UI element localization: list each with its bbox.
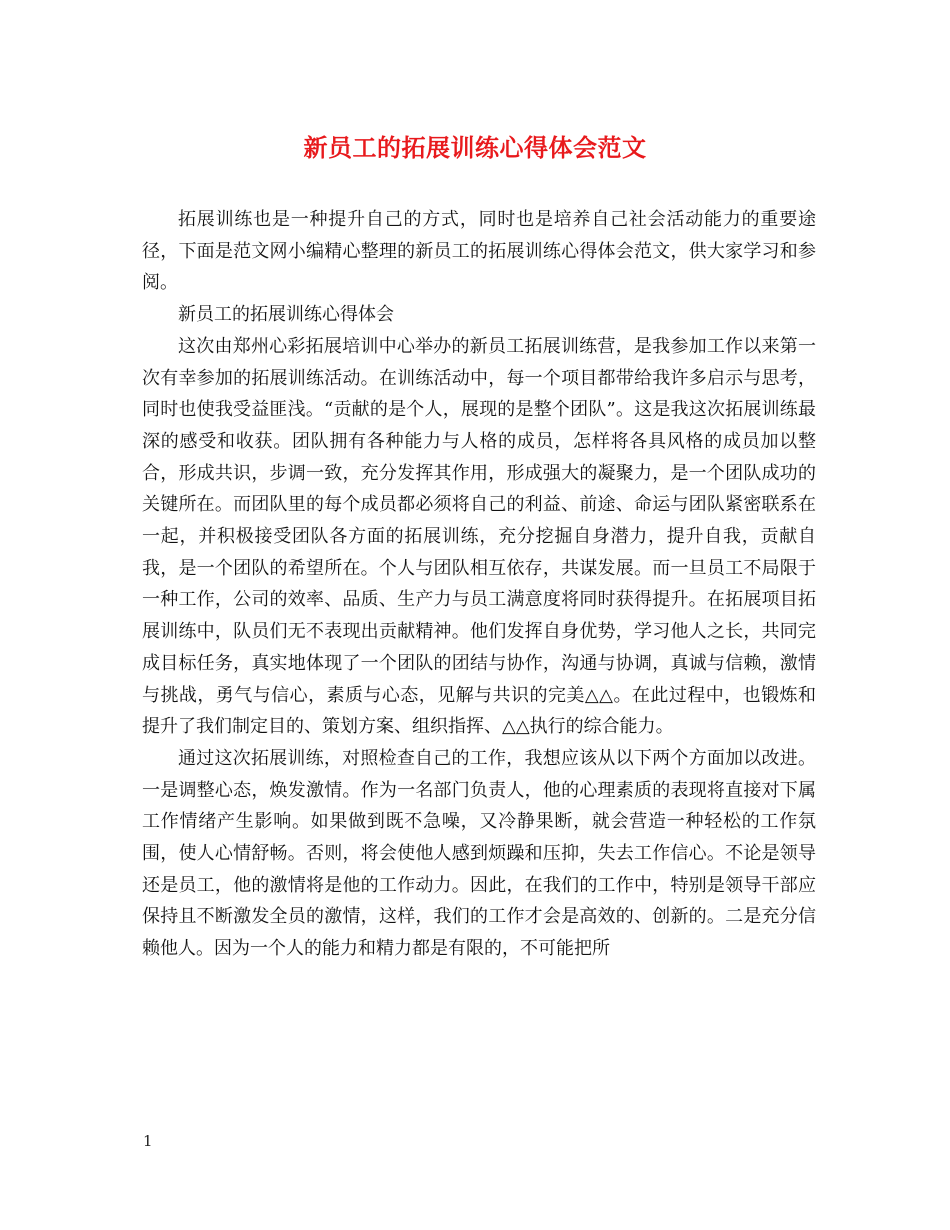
paragraph-intro: 拓展训练也是一种提升自己的方式，同时也是培养自己社会活动能力的重要途径，下面是范文网小编精心整理的新员工的拓展训练心得体会范文，供大家学习和参阅。 [142, 209, 816, 294]
document-body [142, 204, 816, 965]
document-title: 新员工的拓展训练心得体会范文 [303, 133, 647, 162]
paragraph-subheading: 新员工的拓展训练心得体会 [178, 304, 394, 326]
paragraph-experience: 这次由郑州心彩拓展培训中心举办的新员工拓展训练营，是我参加工作以来第一次有幸参加的拓展训练活动。在训练活动中，每一个项目都带给我许多启示与思考，同时也使我受益匪浅。“贡献的是个人，展现的是整个团队”。这是我这次拓展训练最深的感受和收获。团队拥有各种能力与人格的成员，怎样将各具风格的成员加以整合，形成共识，步调一致，充分发挥其作用，形成强大的凝聚力，是一个团队成功的关键所在。而团队里的每个成员都必须将自己的利益、前途、命运与团队紧密联系在一起，并积极接受团队各方面的拓展训练，充分挖掘自身潜力，提升自我，贡献自我，是一个团队的希望所在。个人与团队相互依存，共谋发展。而一旦员工不局限于一种工作，公司的效率、品质、生产力与员工满意度将同时获得提升。在拓展项目拓展训练中，队员们无不表现出贡献精神。他们发挥自身优势，学习他人之长，共同完成目标任务，真实地体现了一个团队的团结与协作，沟通与协调，真诚与信赖，激情与挑战，勇气与信心，素质与心态，见解与共识的完美△△。在此过程中，也锻炼和提升了我们制定目的、策划方案、组织指挥、△△执行的综合能力。 [142, 335, 816, 738]
page-number: 1 [143, 1132, 153, 1150]
paragraph-improvement: 通过这次拓展训练，对照检查自己的工作，我想应该从以下两个方面加以改进。一是调整心态，焕发激情。作为一名部门负责人，他的心理素质的表现将直接对下属工作情绪产生影响。如果做到既不急噪，又冷静果断，就会营造一种轻松的工作氛围，使人心情舒畅。否则，将会使他人感到烦躁和压抑，失去工作信心。不论是领导还是员工，他的激情将是他的工作动力。因此，在我们的工作中，特别是领导干部应保持且不断激发全员的激情，这样，我们的工作才会是高效的、创新的。二是充分信赖他人。因为一个人的能力和精力都是有限的，不可能把所 [142, 747, 816, 960]
